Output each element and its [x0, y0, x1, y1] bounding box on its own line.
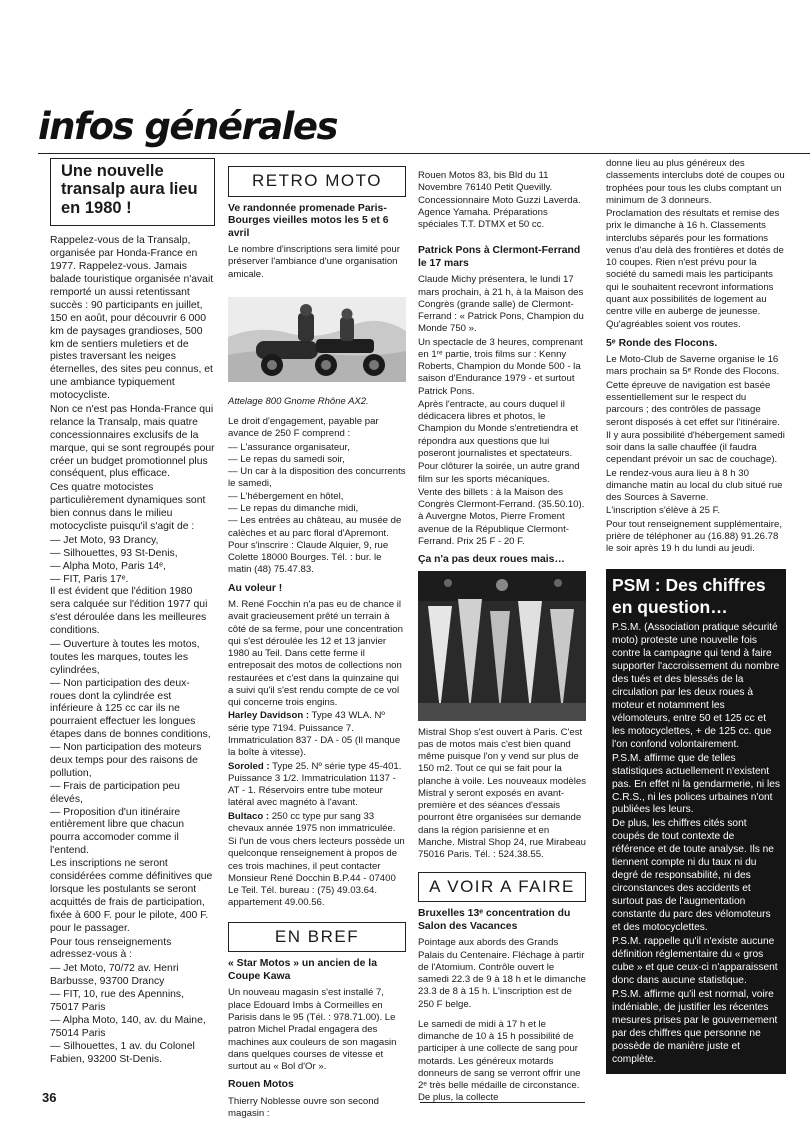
flocons-para-3: Il y aura possibilité d'hébergement samedi soir dans la salle chauffée (il faudra cependant prévoir un sac de couchage).	[606, 429, 785, 466]
rouen-text: Thierry Noblesse ouvre son second magasin :	[228, 1095, 379, 1120]
psm-box	[606, 569, 786, 1073]
section-retro-moto: RETRO MOTO	[228, 166, 406, 197]
condition-item: — Proposition d'un itinéraire entièrement libre que chacun pourra accomoder comme il l'entend.	[50, 806, 185, 857]
transalp-para-1: Rappelez-vous de la Transalp, organisée par Honda-France en 1977. Rappelez-vous. Jamais balade touristique organisée n'avait remporté un aussi retentissant succès : 90 participants en juillet, 150 en août, pour découvrir 6 000 km de paysages grandioses, 500 km de sentiers muletiers et de pistes traversant les neiges éternelles, des sites peu connus, et une ambiance typiquement motocycliste.	[50, 235, 214, 402]
condition-item: — Frais de participation peu élevés,	[50, 780, 180, 805]
stolen-bike-1	[228, 710, 406, 759]
pons-para-2: Un spectacle de 3 heures, comprenant en 1ʳᵉ partie, trois films sur : Kenny Roberts, Champion du Monde 500 - la saison d'Endurance 1979 - et surtout Patrick Pons.	[418, 336, 583, 397]
column-retro	[228, 158, 406, 1121]
bike-3-text: 250 cc type pur sang 33 chevaux année 1975 non immatriculée.	[228, 810, 396, 834]
sidecar-illustration	[228, 297, 406, 382]
page-number: 36	[42, 1090, 57, 1105]
transalp-para-5: Les inscriptions ne seront considérées comme définitives que lorsque les postulants se seront acquittés de frais de participation, fixée à 600 F. pour le pilote, 400 F. pour le passager.	[50, 858, 213, 934]
bike-2-text: Type 25. Nº série type 45-401. Puissance 3 1/2. Immatriculation 1137 - AT - 1. Réservoirs entre tube moteur latéral avec magnéto à l'avant.	[228, 760, 402, 809]
pons-para-5: Vente des billets : à la Maison des Congrès Clermont-Ferrand. (35.50.10). à Auvergne Motos, Pierre Froment avenue de la République Clermont-Ferrand. Prix 25 F - 20 F.	[418, 486, 585, 547]
column-pons	[418, 158, 586, 1106]
column-transalp	[50, 158, 215, 1066]
engagement-item: — Les entrées au château, au musée de calèches et au parc floral d'Apremont.	[228, 515, 402, 539]
section-en-bref: EN BREF	[228, 922, 406, 953]
flocons-head: 5ᵉ Ronde des Flocons.	[606, 337, 718, 349]
header-rule	[38, 153, 810, 154]
engagement-item: — Le repas du samedi soir,	[228, 453, 345, 465]
psm-para-1: P.S.M. (Association pratique sécurité moto) proteste une nouvelle fois contre la campagne qui tend à faire supporter l'accroissement du nombre des tués et des blessés de la circulation par les deux roues à moteur et notamment les vélomoteurs, entre 50 et 125 cc et les motocyclettes, + de 125 cc. que l'on confond volontairement.	[612, 622, 780, 750]
engagement-text: Le droit d'engagement, payable par avance de 250 F comprend :	[228, 416, 379, 440]
dealer-item: — Jet Moto, 93 Drancy,	[50, 534, 159, 546]
psm-headline: PSM : Des chiffres en question…	[612, 575, 766, 617]
bike-2-name: Soroled :	[228, 760, 270, 772]
flocons-para-2: Cette épreuve de navigation est basée essentiellement sur le respect du parcours ; des contrôles de passage seront disposés à cet effet sur l'itinéraire.	[606, 379, 780, 428]
pons-para-3: Après l'entracte, au cours duquel il dédicacera libres et photos, le Champion du Monde s'entretiendra et répondra aux questions que lui poseront journalistes et spectateurs.	[418, 398, 579, 460]
psm-para-2: P.S.M. affirme que de telles statistiques actuellement n'existent pas. En effet ni la gendarmerie, ni les C.R.S., ni les polices urbaines n'ont publiées les leurs.	[612, 752, 781, 816]
page-header	[0, 105, 810, 150]
flocons-para-5: L'inscription s'élève à 25 F.	[606, 505, 721, 517]
transalp-para-3: Ces quatre motocistes particulièrement dynamiques sont bien connus dans le milieu motocycliste puisqu'il s'agit de :	[50, 482, 206, 532]
transalp-headline: Une nouvelle transalp aura lieu en 1980 !	[61, 162, 198, 217]
transalp-para-6: Pour tous renseignements adressez-vous à :	[50, 936, 172, 961]
voleur-head: Au voleur !	[228, 582, 283, 594]
psm-para-4: P.S.M. rappelle qu'il n'existe aucune définition réglementaire du « gros cube » et que ceux-ci n'apparaissent donc dans aucune statistique.	[612, 936, 778, 986]
retro-intro: Le nombre d'inscriptions sera limité pour préserver l'ambiance d'une organisation amicale.	[228, 244, 400, 280]
stolen-bike-3	[228, 811, 406, 836]
bref-subhead: « Star Motos » un ancien de la Coupe Kawa	[228, 958, 377, 982]
pons-para-4: Pour clôturer la soirée, un autre grand film sur les sports mécaniques.	[418, 461, 580, 485]
engagement-item: — L'assurance organisateur,	[228, 441, 350, 453]
psm-para-5: P.S.M. affirme qu'il est normal, voire indéniable, de justifier les récentes mesures prises par le gouvernement par des chiffres que personne ne possède de manière juste et complète.	[612, 988, 778, 1065]
photo-caption: Attelage 800 Gnome Rhône AX2.	[228, 396, 369, 407]
pons-head: Patrick Pons à Clermont-Ferrand le 17 mars	[418, 245, 581, 269]
inscription-info: Pour s'inscrire : Claude Alquier, 9, rue Colette 18000 Bourges. Tél. : bur. le matin (48) 75.47.83.	[228, 539, 389, 576]
windsurf-photo	[418, 571, 586, 721]
address-item: — Silhouettes, 1 av. du Colonel Fabien, 93200 St-Denis.	[50, 1040, 195, 1065]
condition-item: — Ouverture à toutes les motos, toutes les marques, toutes les cylindrées,	[50, 639, 200, 676]
page-title: infos générales	[38, 105, 337, 148]
address-item: — Alpha Moto, 140, av. du Maine, 75014 Paris	[50, 1014, 206, 1039]
stolen-bike-2	[228, 761, 406, 810]
transalp-para-4: Il est évident que l'édition 1980 sera calquée sur l'édition 1977 qui s'est déroulée dans les meilleures conditions.	[50, 586, 208, 637]
shop-interior-illustration	[418, 571, 586, 721]
voleur-text: M. René Focchin n'a pas eu de chance il avait gracieusement prêté un terrain à côté de sa ferme, pour une concentration qui s'est déroulée les 12 et 13 janvier 1980 au Teil. Dans cette ferme il entreposait des motos de collections non restaurées et c'est dans la quinzaine qui a suivi qu'il s'est rendu compte de ce vol qui concerne trois engins.	[228, 599, 403, 709]
bike-3-name: Bultaco :	[228, 810, 270, 822]
address-item: — Jet Moto, 70/72 av. Henri Barbusse, 93700 Drancy	[50, 963, 179, 988]
engagement-item: — L'hébergement en hôtel,	[228, 490, 344, 502]
bruxelles-head: Bruxelles 13ᵉ concentration du Salon des Vacances	[418, 908, 571, 932]
condition-item: — Non participation des moteurs deux temps pour des raisons de pollution,	[50, 742, 202, 779]
rouen-head: Rouen Motos	[228, 1079, 294, 1091]
bike-1-name: Harley Davidson :	[228, 710, 310, 722]
bruxelles-para-1: Pointage aux abords des Grands Palais du Centenaire. Fléchage à partir de l'Atomium. Contrôle ouvert le samedi 22.3 de 9 à 18 h et le dimanche 23.3 de 8 à 15 h. L'inscription est de 250 F belge.	[418, 937, 587, 1010]
collect-para-3: Qu'agréables soient vos routes.	[606, 319, 741, 331]
bruxelles-para-2: Le samedi de midi à 17 h et le dimanche de 10 à 15 h possibilité de participer à une collecte de sang pour motards. Les généreux motards donneurs de sang se verront offrir une 2ᵉ très belle médaille de circonstance. De plus, la collecte	[418, 1018, 581, 1104]
address-item: — FIT, 10, rue des Apennins, 75017 Paris	[50, 989, 184, 1013]
retro-subhead: Ve randonnée promenade Paris-Bourges vieilles motos les 5 et 6 avril	[228, 202, 389, 239]
collect-para-2: Proclamation des résultats et remise des prix le dimanche à 16 h. Classements interclubs séparés pour les formations venus d'au delà des frontières et dotés de 10 coupes. Rien n'est prévu pour la société du samedi mais les participants qui le souhaitent recevront informations quant aux possibilités de logement au centre ville en auberge de jeunesse.	[606, 208, 784, 318]
dealer-item: — FIT, Paris 17ᵉ.	[50, 573, 129, 585]
sidecar-photo	[228, 297, 406, 382]
pons-para-1: Claude Michy présentera, le lundi 17 mars prochain, à 21 h, à la Maison des Congrès (grande salle) de Clermont-Ferrand : « Patrick Pons, Champion du Monde 750 ».	[418, 274, 584, 335]
engagement-item: — Un car à la disposition des concurrents le samedi,	[228, 466, 406, 490]
flocons-para-6: Pour tout renseignement supplémentaire, prière de téléphoner au (16.88) 91.26.78 le soir après 19 h du lundi au jeudi.	[606, 518, 782, 555]
bref-text: Un nouveau magasin s'est installé 7, place Edouard Imbs à Cormeilles en Parisis dans le 95 (Tél. : 978.71.00). Le patron Michel Pradal engagera des machines aux couleurs de son magasin dans quelques courses de vitesse et surtout au « Bol d'Or ».	[228, 987, 397, 1073]
condition-item: — Non participation des deux-roues dont la cylindrée est inférieure à 125 cc car ils ne pourraient effectuer les longues étapes dans de bonnes conditions,	[50, 677, 211, 741]
psm-para-3: De plus, les chiffres cités sont coupés de tout contexte de référence et de toute analyse. Ils ne tiennent compte ni du taux ni du degré de responsabilité, ni des circonstances des accidents et surtout pas de l'augmentation constante du parc des vélomoteurs et des motocyclettes.	[612, 818, 774, 934]
section-voir-faire: A VOIR A FAIRE	[418, 872, 586, 903]
roues-para: Mistral Shop s'est ouvert à Paris. C'est pas de motos mais c'est bien quand même puisque l'on y vend sur plus de 150 m2. Tout ce qui se fait pour la planche à voile. Les nouveaux modèles Mistral y seront exposés en avant-première et des séances d'essais pourront être organisées sur demande dans la région parisienne et en Manche. Mistral Shop 24, rue Mirabeau 75016 Paris. Tél. : 524.38.55.	[418, 726, 587, 861]
column-flocons	[606, 158, 786, 1074]
contact-info: Si l'un de vous chers lecteurs possède un quelconque renseignement à propos de ces trois machines, il peut contacter Monsieur René Docchin B.P.44 - 07400 Le Teil. Tél. bureau : (75) 49.03.64. appartement 49.00.56.	[228, 836, 405, 909]
footer-rule	[420, 1102, 585, 1103]
transalp-headline-box	[50, 158, 215, 226]
rouen-continued: Rouen Motos 83, bis Bld du 11 Novembre 76140 Petit Quevilly. Concessionnaire Moto Guzzi Laverda. Agence Yamaha. Préparations spéciales T.T. DTMX et 50 cc.	[418, 170, 581, 231]
dealer-item: — Alpha Moto, Paris 14ᵉ,	[50, 560, 166, 572]
flocons-para-4: Le rendez-vous aura lieu à 8 h 30 dimanche matin au local du club situé rue des Sources à Saverne.	[606, 467, 783, 504]
engagement-item: — Le repas du dimanche midi,	[228, 503, 359, 515]
collect-para-1: donne lieu au plus généreux des classements interclubs doté de coupes ou trophées pour tous les clubs comptant un minimum de 3 donneurs.	[606, 158, 785, 206]
flocons-para-1: Le Moto-Club de Saverne organise le 16 mars prochain sa 5ᵉ Ronde des Flocons.	[606, 354, 780, 378]
transalp-para-2: Non ce n'est pas Honda-France qui relance la Transalp, mais quatre concessionnaires exclusifs de la marque, qui se sont regroupés pour créer un budget promotionnel plus conséquent, plus efficace.	[50, 403, 215, 480]
dealer-item: — Silhouettes, 93 St-Denis,	[50, 547, 178, 559]
bike-1-text: Type 43 WLA. Nº série type 7194. Puissance 7. Immatriculation 837 - DA - 05 (Il manque la boîte à vitesse).	[228, 710, 401, 759]
roues-head: Ça n'a pas deux roues mais…	[418, 554, 565, 566]
